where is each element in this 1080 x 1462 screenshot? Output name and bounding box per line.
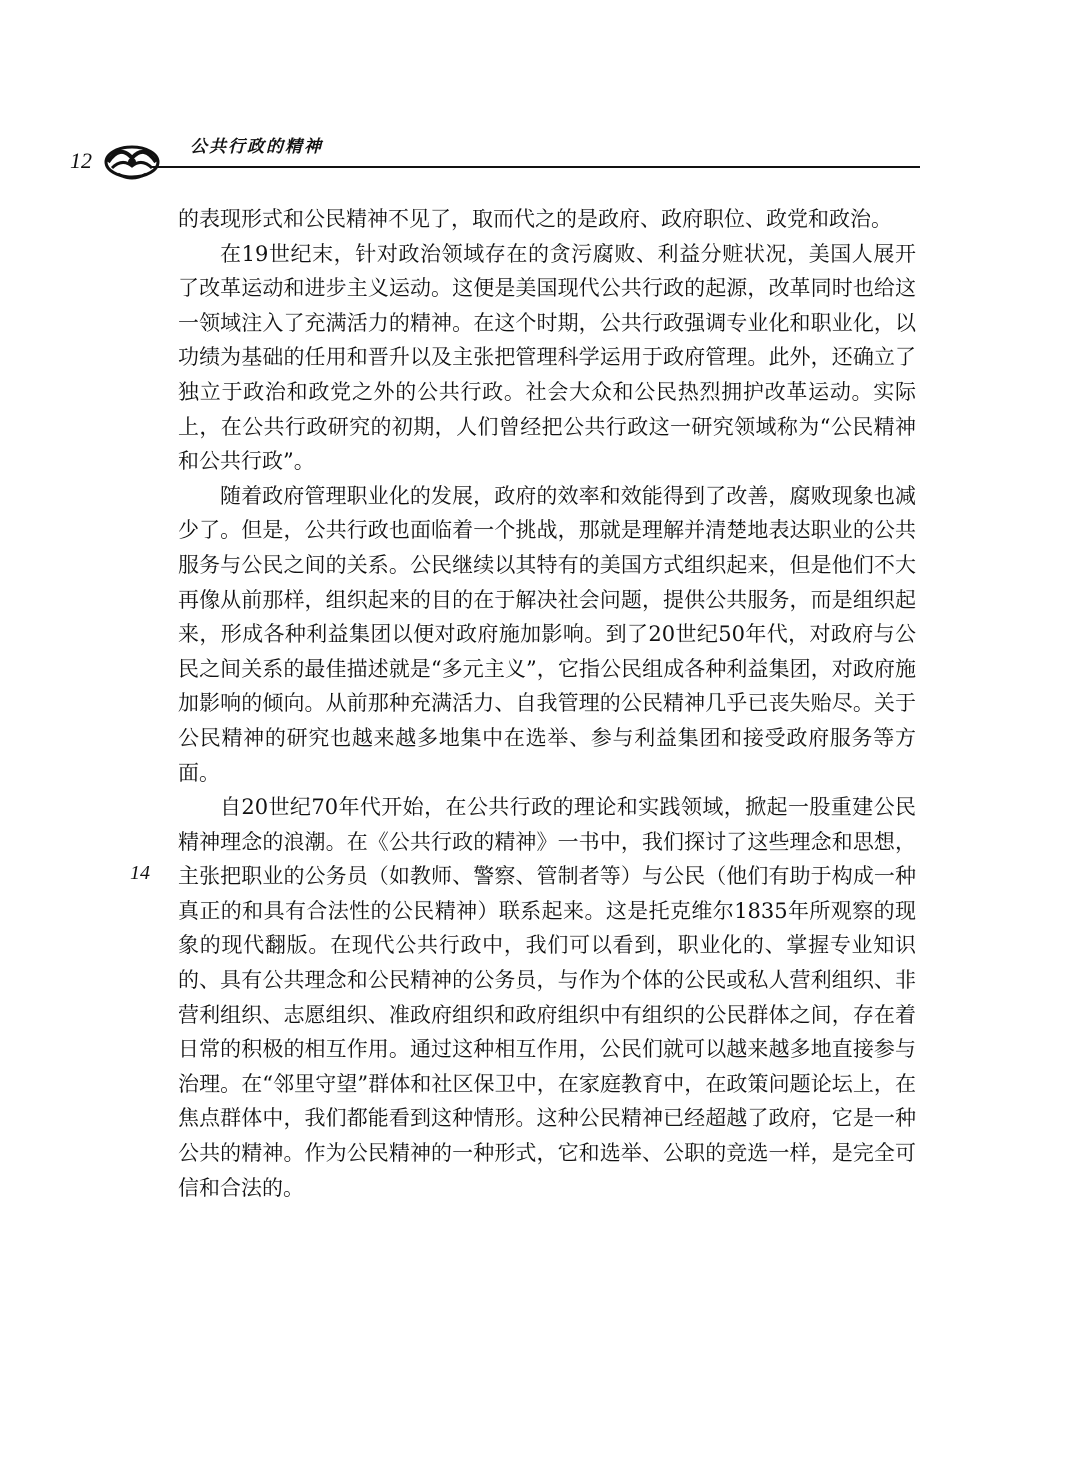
paragraph: 的表现形式和公民精神不见了，取而代之的是政府、政府职位、政党和政治。 [178, 207, 892, 231]
header-rule [150, 166, 920, 168]
paragraph: 随着政府管理职业化的发展，政府的效率和效能得到了改善，腐败现象也减少了。但是，公共行政也面临着一个挑战，那就是理解并清楚地表达职业的公共服务与公民之间的关系。公民继续以其特有的美国方式组织起来，但是他们不大再像从前那样，组织起来的目的在于解决社会问题，提供公共服务，而是组织起来，形成各种利益集团以便对政府施加影响。到了20世纪50年代，对政府与公民之间关系的最佳描述就是“多元主义”，它指公民组成各种利益集团，对政府施加影响的倾向。从前那种充满活力、自我管理的公民精神几乎已丧失贻尽。关于公民精神的研究也越来越多地集中在选举、参与利益集团和接受政府服务等方面。 [178, 483, 916, 785]
paragraph: 在19世纪末，针对政治领域存在的贪污腐败、利益分赃状况，美国人展开了改革运动和进步主义运动。这便是美国现代公共行政的起源，改革同时也给这一领域注入了充满活力的精神。在这个时期，公共行政强调专业化和职业化，以功绩为基础的任用和晋升以及主张把管理科学运用于政府管理。此外，还确立了独立于政治和政党之外的公共行政。社会大众和公民热烈拥护改革运动。实际上，在公共行政研究的初期，人们曾经把公共行政这一研究领域称为“公民精神和公共行政”。 [178, 241, 916, 474]
original-page-ref: 14 [130, 862, 150, 884]
body-text [178, 202, 916, 1205]
page-number: 12 [70, 148, 92, 173]
paragraph: 自20世纪70年代开始，在公共行政的理论和实践领域，掀起一股重建公民精神理念的浪潮。在《公共行政的精神》一书中，我们探讨了这些理念和思想，主张把职业的公务员（如教师、警察、管制者等）与公民（他们有助于构成一种真正的和具有合法性的公民精神）联系起来。这是托克维尔1835年所观察的现象的现代翻版。在现代公共行政中，我们可以看到，职业化的、掌握专业知识的、具有公共理念和公民精神的公务员，与作为个体的公民或私人营利组织、非营利组织、志愿组织、准政府组织和政府组织中有组织的公民群体之间，存在着日常的积极的相互作用。通过这种相互作用，公民们就可以越来越多地直接参与治理。在“邻里守望”群体和社区保卫中，在家庭教育中，在政策问题论坛上，在焦点群体中，我们都能看到这种情形。这种公民精神已经超越了政府，它是一种公共的精神。作为公民精神的一种形式，它和选举、公职的竞选一样，是完全可信和合法的。 [178, 795, 916, 1200]
book-ornament-icon [102, 138, 162, 184]
running-title: 公共行政的精神 [190, 137, 323, 157]
